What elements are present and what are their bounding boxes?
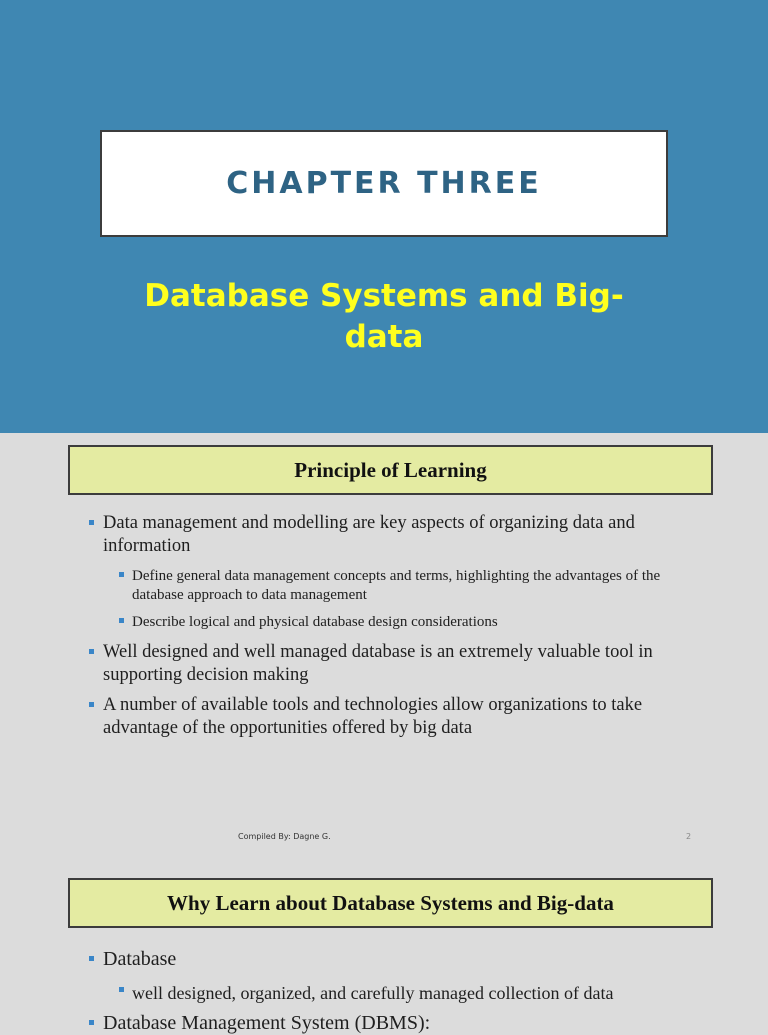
bullet-marker	[89, 1020, 94, 1025]
slide-subtitle	[100, 276, 668, 358]
bullet-marker	[119, 618, 124, 623]
why-learn-slide	[0, 858, 768, 1034]
bullet-item	[103, 694, 703, 740]
sub-bullet-text: Describe logical and physical database design considerations	[132, 614, 498, 630]
page-number: 2	[686, 832, 692, 841]
slide-heading: Principle of Learning	[68, 445, 713, 495]
sub-bullet-item	[132, 613, 712, 632]
title-slide	[0, 0, 768, 433]
bullet-text: Database	[103, 948, 177, 970]
bullet-marker	[89, 649, 94, 654]
subtitle-line-2: data	[344, 319, 424, 355]
sub-bullet-item	[132, 567, 712, 605]
slide-heading: Why Learn about Database Systems and Big-data	[68, 878, 713, 928]
bullet-item	[103, 948, 703, 971]
bullet-marker	[119, 987, 124, 992]
sub-bullet-text: Define general data management concepts and terms, highlighting the advantages of the database approach to data management	[132, 568, 661, 603]
bullet-marker	[89, 702, 94, 707]
bullet-text: Data management and modelling are key aspects of organizing data and information	[103, 513, 635, 556]
sub-bullet-text: well designed, organized, and carefully managed collection of data	[132, 983, 614, 1003]
slide-footer: Compiled By: Dagne G.	[238, 832, 331, 841]
sub-bullet-item	[132, 982, 712, 1004]
bullet-marker	[89, 956, 94, 961]
bullet-item	[103, 641, 703, 687]
chapter-title-box	[100, 130, 668, 237]
bullet-text: Database Management System (DBMS):	[103, 1012, 431, 1034]
chapter-title: CHAPTER THREE	[226, 166, 542, 201]
principle-of-learning-slide	[0, 433, 768, 858]
bullet-marker	[119, 572, 124, 577]
bullet-text: A number of available tools and technologies allow organizations to take advantage of the opportunities offered by big data	[103, 695, 643, 738]
bullet-item	[103, 512, 703, 558]
bullet-text: Well designed and well managed database is an extremely valuable tool in supporting decision making	[103, 642, 653, 685]
bullet-marker	[89, 520, 94, 525]
subtitle-line-1: Database Systems and Big-	[144, 278, 624, 314]
